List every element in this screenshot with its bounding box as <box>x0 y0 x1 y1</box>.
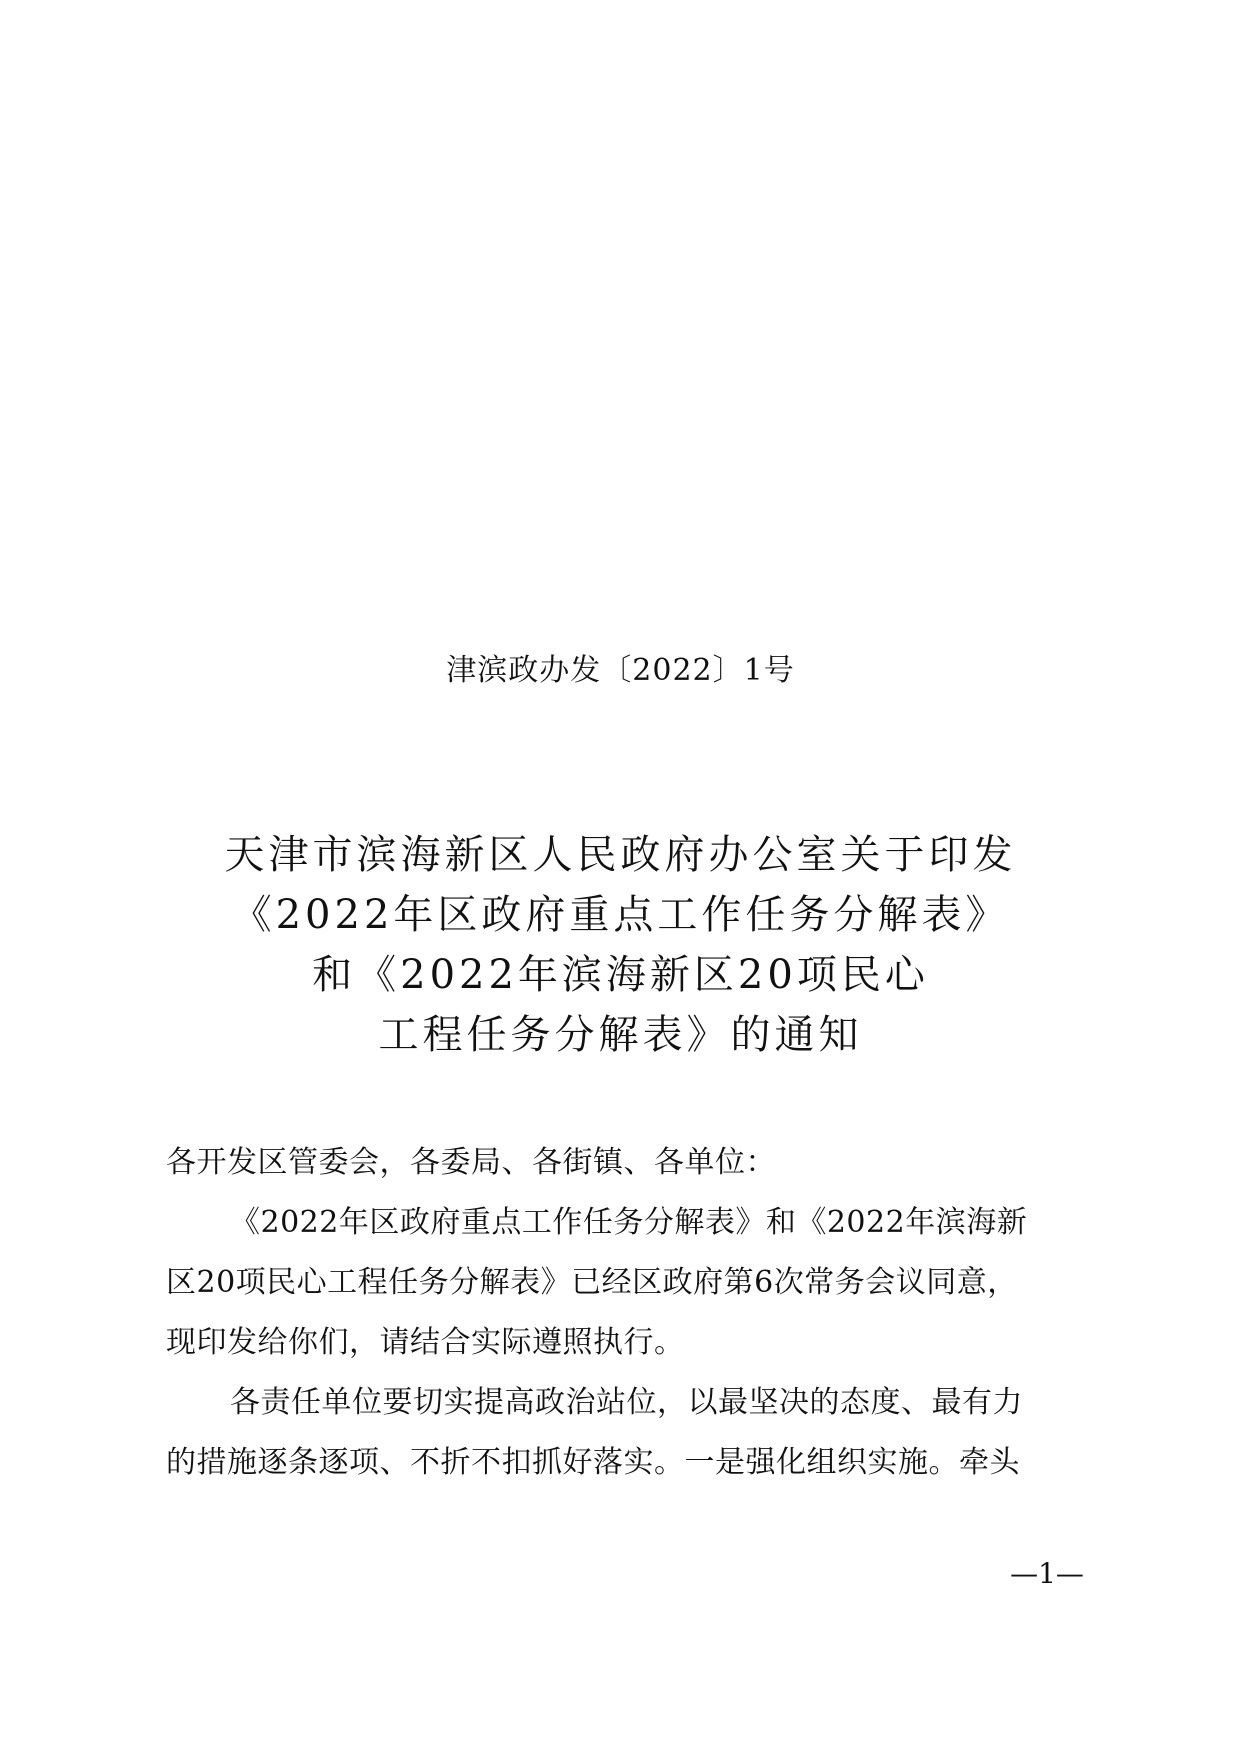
title-line: 工程任务分解表》的通知 <box>378 1012 863 1058</box>
salutation: 各开发区管委会，各委局、各街镇、各单位： <box>166 1145 776 1180</box>
title-line: 《2022年区政府重点工作任务分解表》 <box>231 892 1010 938</box>
paragraph-2-line: 各责任单位要切实提高政治站位，以最坚决的态度、最有力 <box>230 1385 1023 1420</box>
title-line: 天津市滨海新区人民政府办公室关于印发 <box>224 832 1017 878</box>
paragraph-1-line: 区20项民心工程任务分解表》已经区政府第6次常务会议同意， <box>166 1265 1018 1300</box>
paragraph-1-line: 《2022年区政府重点工作任务分解表》和《2022年滨海新 <box>230 1205 1028 1240</box>
paragraph-2-line: 的措施逐条逐项、不折不扣抓好落实。一是强化组织实施。牵头 <box>166 1445 1020 1480</box>
document-title <box>0 825 1241 1065</box>
paragraph-1-line: 现印发给你们，请结合实际遵照执行。 <box>166 1325 685 1360</box>
document-body <box>166 1133 1076 1493</box>
title-line: 和《2022年滨海新区20项民心 <box>312 952 929 998</box>
document-number: 津滨政办发〔2022〕1号 <box>446 653 795 688</box>
page-number: —1— <box>1010 1557 1084 1590</box>
